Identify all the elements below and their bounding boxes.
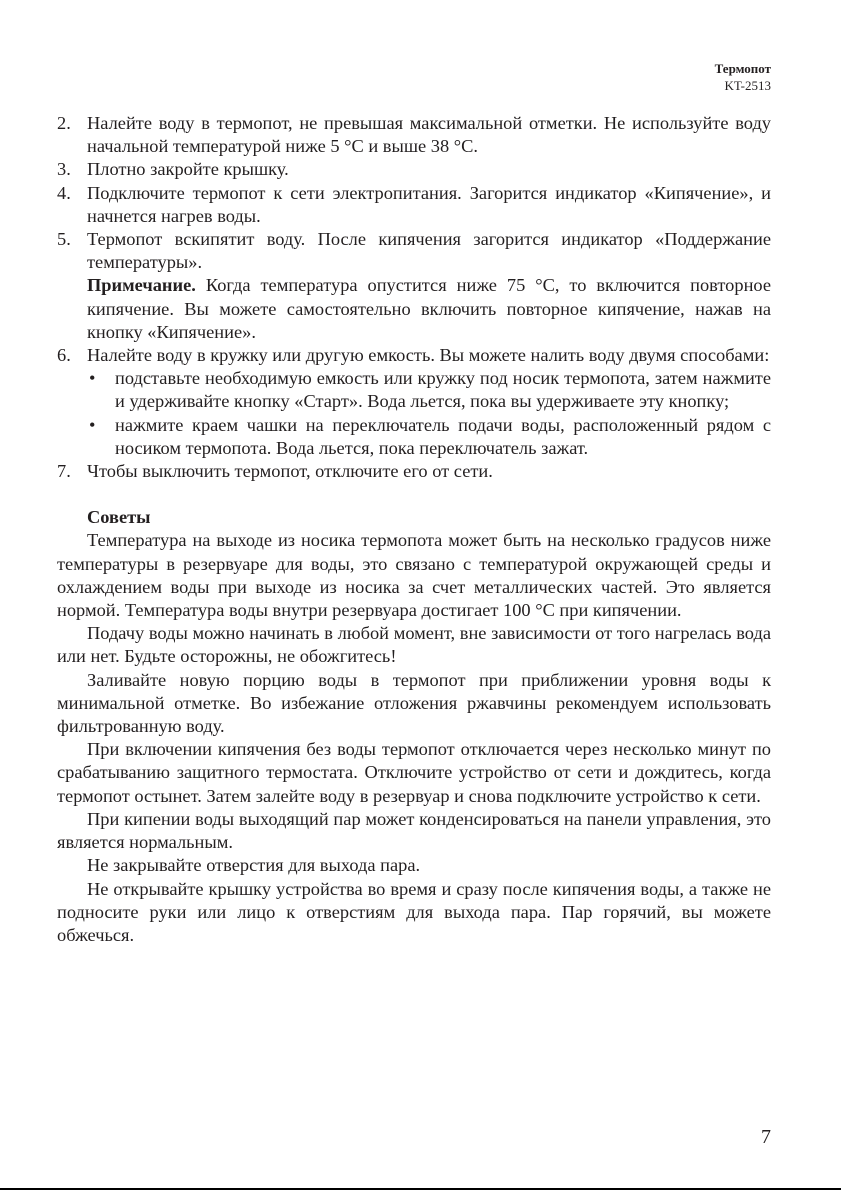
bottom-rule [0,1188,841,1190]
page-header [715,60,771,94]
bullet-text: подставьте необходимую емкость или кружку под носик термопота, затем нажмите и удерживайте кнопку «Старт». Вода льется, пока вы удерживаете эту кнопку; [115,368,771,412]
tips-paragraph: Заливайте новую порцию воды в термопот при приближении уровня воды к минимальной отметке. Во избежание отложения ржавчины рекомендуем использовать фильтрованную воду. [57,669,771,737]
note [57,274,771,344]
bullet-item [57,414,771,460]
tips-paragraph: Не закрывайте отверстия для выхода пара. [87,855,421,876]
tips-paragraph: При кипении воды выходящий пар может конденсироваться на панели управления, это является нормальным. [57,808,771,853]
step-text: Термопот вскипятит воду. После кипячения загорится индикатор «Поддержание температуры». [87,229,771,273]
step-number: 6. [57,345,71,366]
note-text: Когда температура опустится ниже 75 °С, то включится повторное кипячение. Вы можете самостоятельно включить повторное кипячение, нажав на кнопку «Кипячение». [87,275,771,342]
step-text: Плотно закройте крышку. [87,159,289,180]
step-number: 5. [57,229,71,250]
step-text: Налейте воду в термопот, не превышая максимальной отметки. Не используйте воду начальной температурой ниже 5 °С и выше 38 °С. [87,113,771,157]
tips-paragraph: При включении кипячения без воды термопот отключается через несколько минут по срабатыванию защитного термостата. Отключите устройство от сети и дождитесь, когда термопот остынет. Затем залейте воду в резервуар и снова подключите устройство к сети. [57,739,771,806]
step-number: 7. [57,461,71,482]
step-2 [57,112,771,158]
product-name: Термопот [714,61,771,76]
step-4 [57,182,771,228]
bullet-text: нажмите краем чашки на переключатель подачи воды, расположенный рядом с носиком термопота. Вода льется, пока переключатель зажат. [115,414,771,458]
instructions-content [57,112,771,947]
bullet-item [57,367,771,413]
step-text: Подключите термопот к сети электропитания. Загорится индикатор «Кипячение», и начнется нагрев воды. [87,182,771,226]
bullet-marker: • [89,414,96,435]
note-label: Примечание. [87,275,196,296]
tips-paragraph: Подачу воды можно начинать в любой момент, вне зависимости от того нагрелась вода или нет. Будьте осторожны, не обожгитесь! [57,623,771,667]
tips-paragraph: Температура на выходе из носика термопота может быть на несколько градусов ниже температуры в резервуаре для воды, это связано с температурой окружающей среды и охлаждением воды при выходе из носика за счет металлических частей. Это является нормой. Температура воды внутри резервуара достигает 100 °С при кипячении. [57,530,771,621]
model-number: KT-2513 [724,78,771,93]
tips-heading: Советы [87,507,151,528]
step-3 [57,158,771,181]
step-6 [57,344,771,367]
tips-paragraph: Не открывайте крышку устройства во время и сразу после кипячения воды, а также не подносите руки или лицо к отверстиям для выхода пара. Пар горячий, вы можете обжечься. [57,878,771,945]
step-5 [57,228,771,274]
step-number: 4. [57,182,71,203]
step-text: Чтобы выключить термопот, отключите его от сети. [87,461,493,482]
page-number: 7 [761,1126,771,1148]
step-7 [57,460,771,483]
step-text: Налейте воду в кружку или другую емкость. Вы можете налить воду двумя способами: [87,345,770,366]
step-number: 2. [57,113,71,133]
step-number: 3. [57,159,71,180]
bullet-marker: • [89,368,96,389]
